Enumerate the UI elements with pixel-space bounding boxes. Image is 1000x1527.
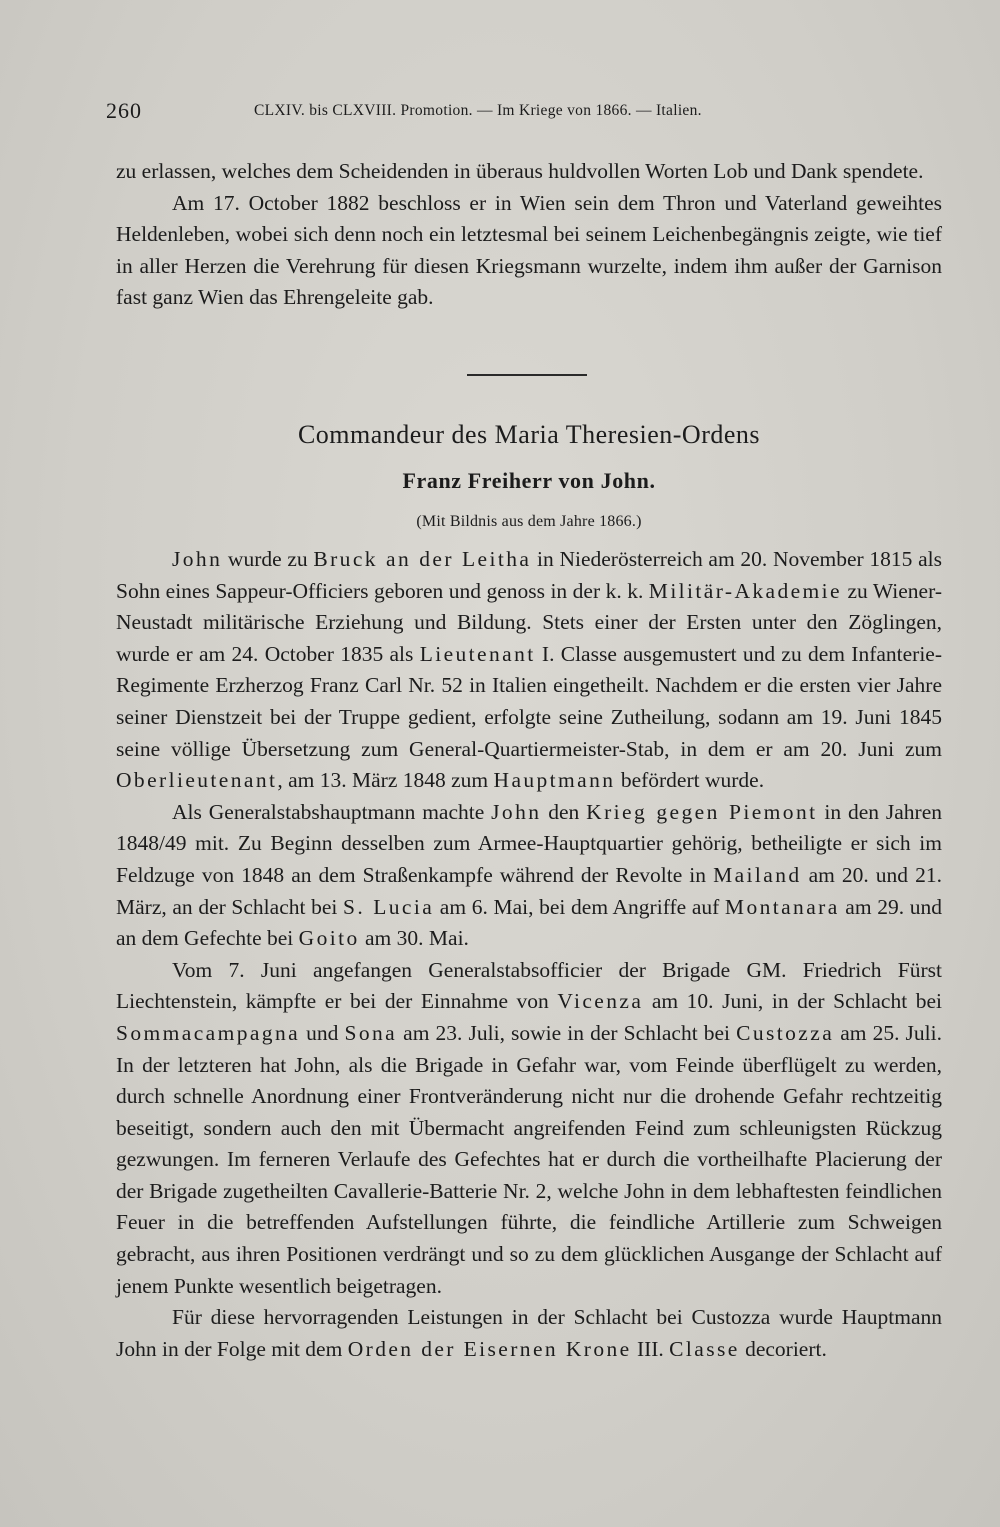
text-run: am 6. Mai, bei dem Angriffe auf	[434, 894, 725, 919]
spaced-emphasis: John	[172, 547, 223, 571]
spaced-emphasis: Oberlieutenant	[116, 768, 278, 793]
spaced-emphasis: S. Lucia	[343, 894, 435, 919]
text-run: Vom 7. Juni angefangen Generalstabsofficier der Brigade GM. Friedrich Fürst Liechtenstein, kämpfte er bei der Einnahme von	[116, 957, 942, 1014]
text-run: am 10. Juni, in der Schlacht bei	[643, 989, 942, 1014]
spaced-emphasis: Mailand	[713, 862, 802, 887]
paragraph	[116, 797, 942, 955]
text-run: Als Generalstabshauptmann machte	[172, 799, 492, 824]
spaced-emphasis: Custozza	[736, 1020, 835, 1045]
spaced-emphasis: Lieutenant	[419, 641, 536, 666]
section-divider	[467, 374, 587, 376]
biography-text	[116, 544, 942, 1365]
section-title: Commandeur des Maria Theresien-Ordens	[297, 420, 761, 449]
text-run: , am 13. März 1848 zum	[277, 768, 494, 793]
portrait-note: (Mit Bildnis aus dem Jahre 1866.)	[416, 513, 642, 530]
spaced-emphasis: Hauptmann	[493, 768, 616, 793]
spaced-emphasis: Goito	[298, 926, 360, 951]
spaced-emphasis: Vicenza	[557, 989, 644, 1014]
text-run: III.	[631, 1336, 670, 1361]
running-head	[106, 96, 946, 126]
text-run: am 30. Mai.	[359, 926, 469, 951]
text-run: Für diese hervorragenden Leistungen in der Schlacht bei Custozza wurde Hauptmann John in der Folge mit dem	[116, 1305, 942, 1361]
text-run: in den Jahren 1848/49 mit. Zu Beginn desselben zum Armee-Hauptquartier gehörig, betheiligte er sich im Feldzuge von 1848 an dem Straßenkampfe während der Revolte in	[116, 799, 942, 887]
text-run: den	[541, 799, 587, 824]
paragraph	[116, 1302, 942, 1365]
text-run: decoriert.	[739, 1336, 827, 1361]
preceding-text	[116, 156, 942, 314]
page-number: 260	[106, 98, 142, 123]
spaced-emphasis: Bruck an der Leitha	[313, 547, 532, 571]
text-run: zu erlassen, welches dem Scheidenden in überaus huldvollen Worten Lob und Dank spendete.	[116, 159, 924, 183]
text-run: zu Wiener-Neustadt militärische Erziehung und Bildung. Stets einer der Ersten unter den Zöglingen, wurde er am 24. October 1835 als	[116, 578, 942, 666]
text-run: in Niederösterreich am 20. November 1815 als Sohn eines Sappeur-Officiers geboren und genoss in der k. k.	[116, 547, 943, 603]
paragraph	[116, 188, 942, 314]
text-run: befördert wurde.	[615, 768, 765, 793]
spaced-emphasis: Sona	[344, 1020, 398, 1045]
spaced-emphasis: Montanara	[724, 894, 840, 919]
paragraph	[116, 955, 942, 1303]
spaced-emphasis: Orden der Eisernen Krone	[347, 1336, 632, 1361]
text-run: Am 17. October 1882 beschloss er in Wien sein dem Thron und Vaterland geweihtes Heldenleben, wobei sich denn noch ein letztesmal bei seinem Leichenbegängnis zeigte, wie tief in aller Herzen die Verehrung für diesen Kriegsmann wurzelte, indem ihm außer der Garnison fast ganz Wien das Ehrengeleite gab.	[116, 190, 942, 310]
spaced-emphasis: Sommacampagna	[116, 1020, 301, 1045]
spaced-emphasis: John	[491, 799, 542, 824]
spaced-emphasis: Militär-Akademie	[648, 578, 842, 603]
text-run: und	[300, 1020, 345, 1045]
paragraph	[116, 156, 942, 188]
person-name: Franz Freiherr von John.	[402, 468, 656, 493]
text-run: am 20. und 21. März, an der Schlacht bei	[116, 862, 942, 919]
text-run: am 29. und an dem Gefechte bei	[116, 894, 942, 951]
paragraph	[116, 544, 942, 797]
running-head-title: CLXIV. bis CLXVIII. Promotion. — Im Kriege von 1866. — Italien.	[254, 102, 702, 119]
text-run: am 23. Juli, sowie in der Schlacht bei	[397, 1020, 737, 1045]
text-run: am 25. Juli. In der letzteren hat John, als die Brigade in Gefahr war, vom Feinde überflügelt zu werden, durch schnelle Anordnung einer Frontveränderung nicht nur die drohende Gefahr rechtzeitig beseitigt, sondern auch den mit Übermacht angreifenden Feind zum schleunigsten Rückzug gezwungen. Im ferneren Verlaufe des Gefechtes hat er durch die vortheilhafte Placierung der der Brigade zugetheilten Cavallerie-Batterie Nr. 2, welche John in dem lebhaftesten feindlichen Feuer in die betreffenden Aufstellungen führte, die feindliche Artillerie zum Schweigen gebracht, aus ihren Positionen verdrängt und so zu dem glücklichen Ausgange der Schlacht auf jenem Punkte wesentlich beigetragen.	[116, 1020, 942, 1298]
spaced-emphasis: Krieg gegen Piemont	[586, 799, 818, 824]
spaced-emphasis: Classe	[669, 1336, 740, 1361]
text-run: I. Classe ausgemustert und zu dem Infanterie-Regimente Erzherzog Franz Carl Nr. 52 in Italien eingetheilt. Nachdem er die ersten vier Jahre seiner Dienstzeit bei der Truppe gedient, erfolgte seine Zutheilung, sodann am 19. Juni 1845 seine völlige Übersetzung zum General-Quartiermeister-Stab, in dem er am 20. Juni zum	[116, 641, 942, 761]
text-run: wurde zu	[222, 547, 314, 571]
